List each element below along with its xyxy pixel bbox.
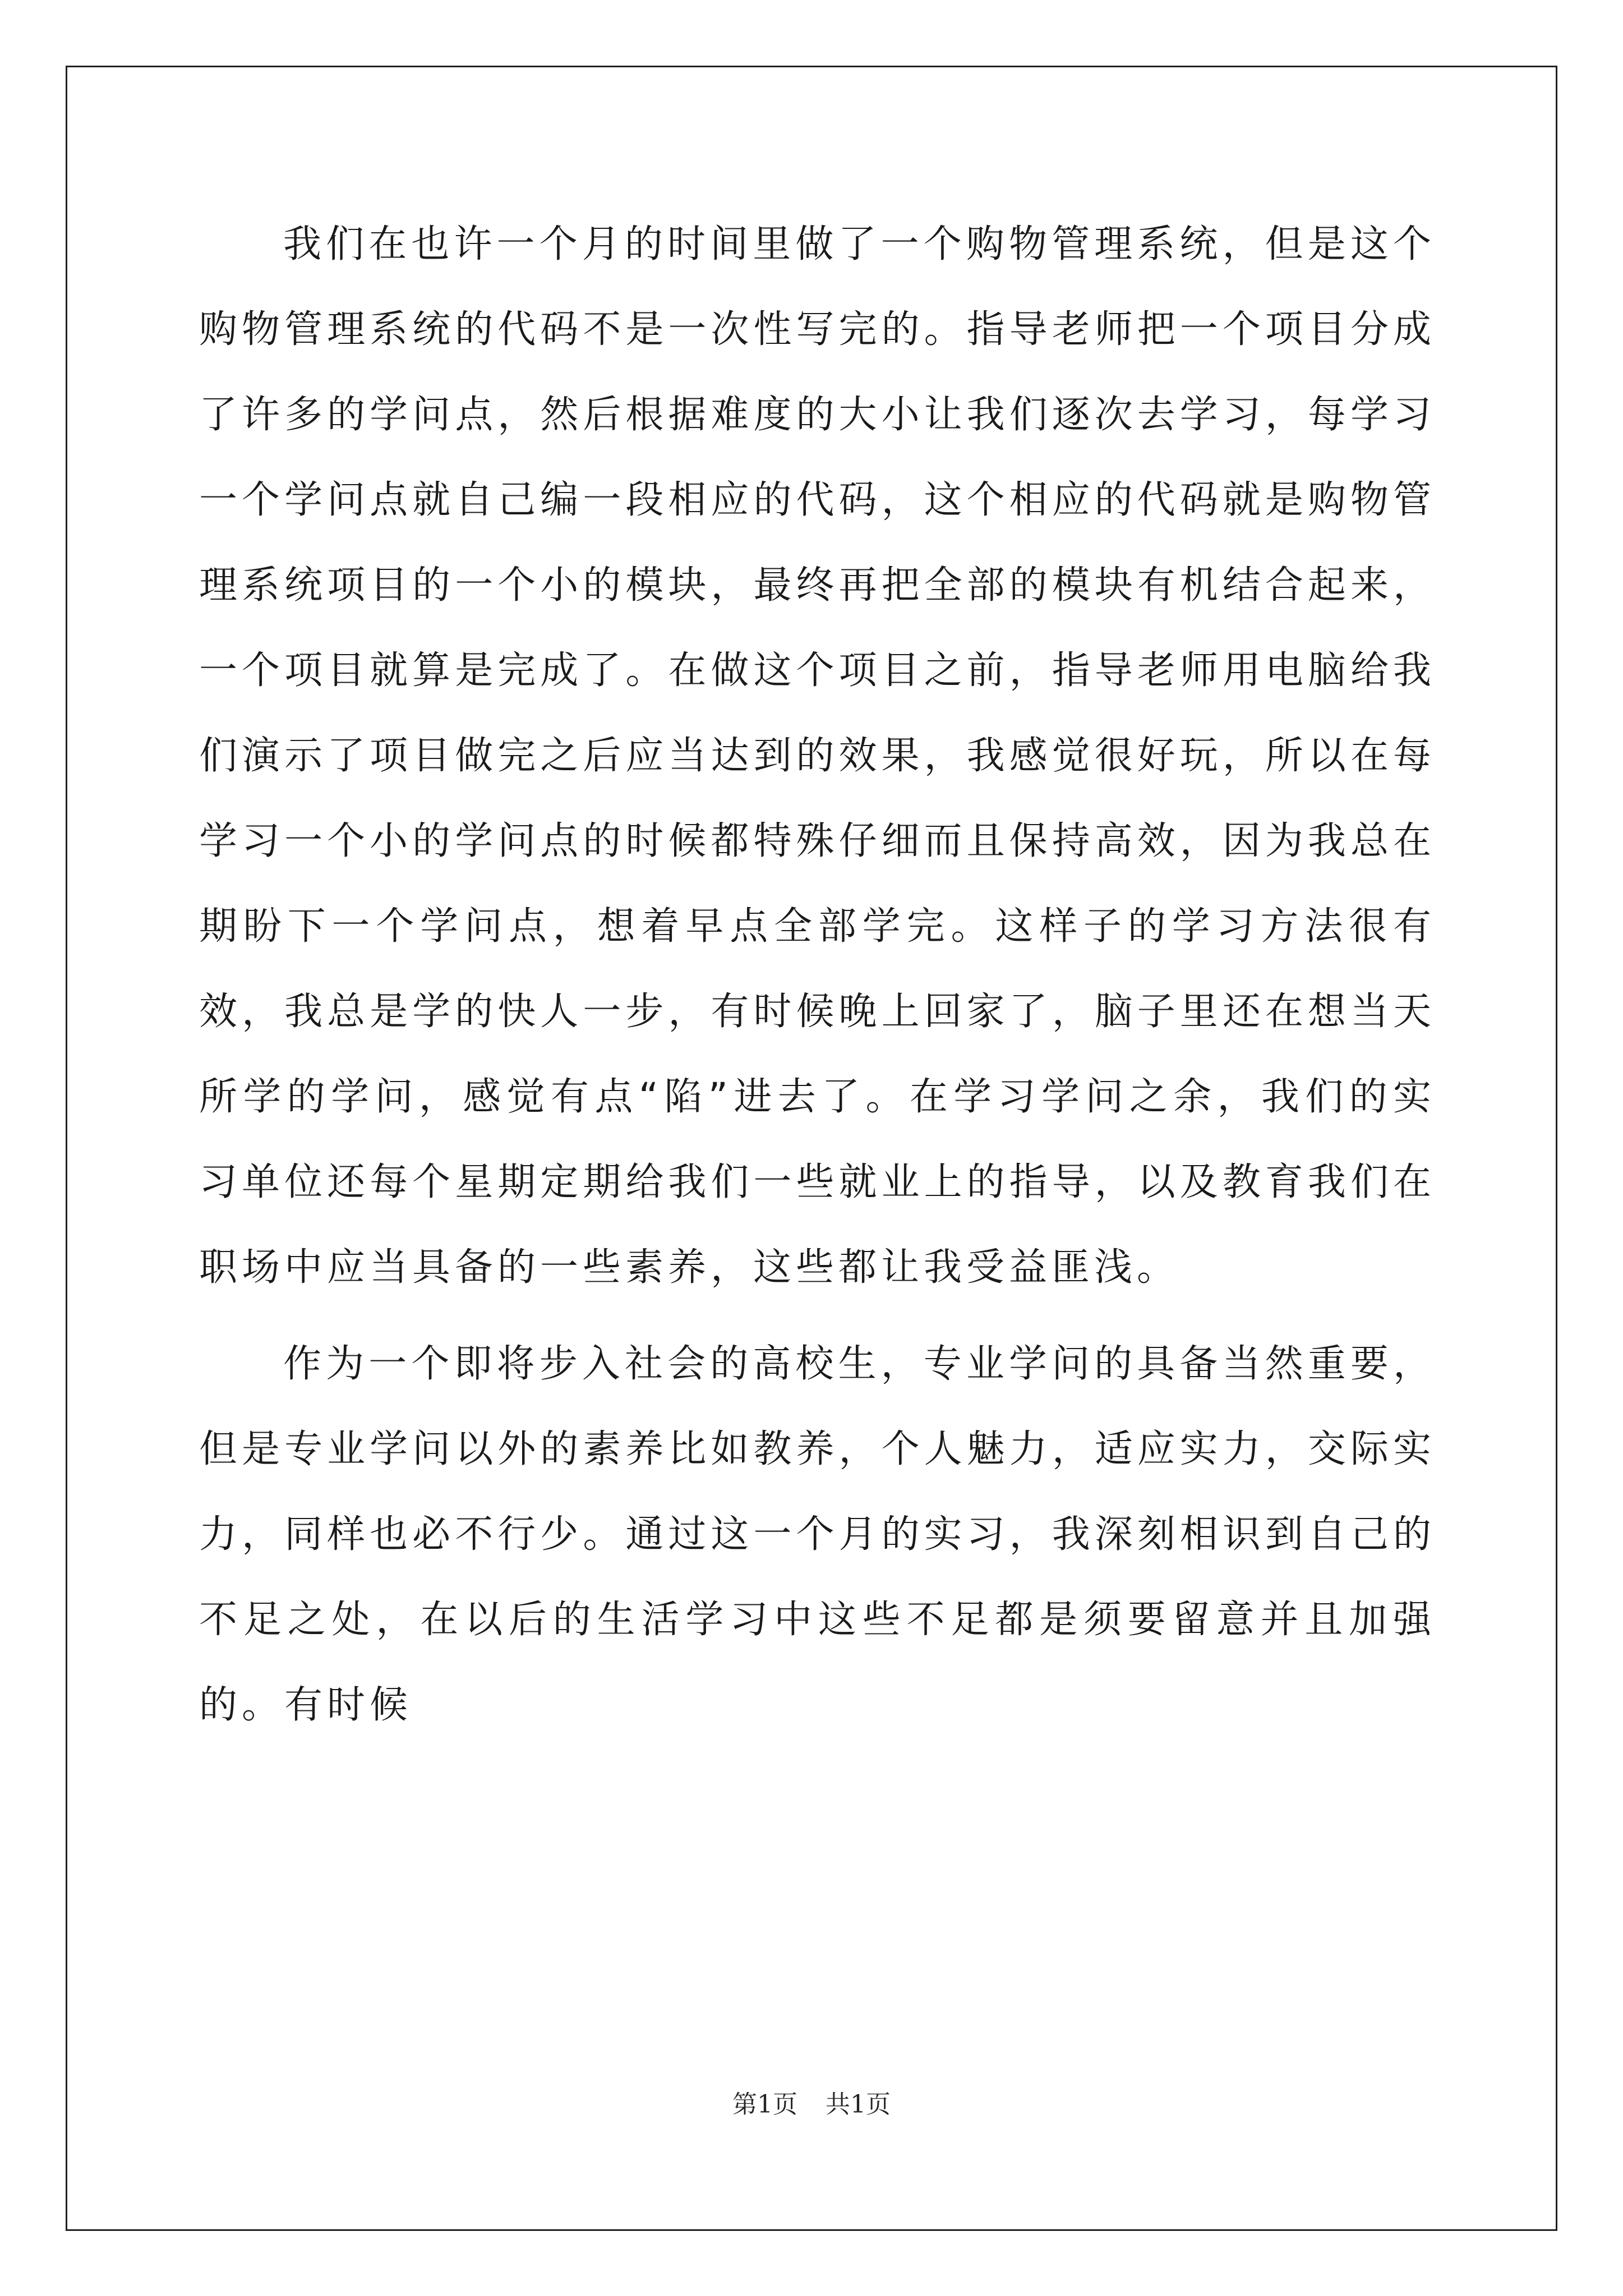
document-body [199,202,1436,1759]
page-footer [0,2084,1623,2120]
paragraph-2: 作为一个即将步入社会的高校生，专业学问的具备当然重要，但是专业学问以外的素养比如教养，个人魅力，适应实力，交际实力，同样也必不行少。通过这一个月的实习，我深刻相识到自己的不足之处，在以后的生活学习中这些不足都是须要留意并且加强的。有时候 [199,1342,1436,1727]
paragraph-1: 我们在也许一个月的时间里做了一个购物管理系统，但是这个购物管理系统的代码不是一次性写完的。指导老师把一个项目分成了许多的学问点，然后根据难度的大小让我们逐次去学习，每学习一个学问点就自己编一段相应的代码，这个相应的代码就是购物管理系统项目的一个小的模块，最终再把全部的模块有机结合起来，一个项目就算是完成了。在做这个项目之前，指导老师用电脑给我们演示了项目做完之后应当达到的效果，我感觉很好玩，所以在每学习一个小的学问点的时候都特殊仔细而且保持高效，因为我总在期盼下一个学问点，想着早点全部学完。这样子的学习方法很有效，我总是学的快人一步，有时候晚上回家了，脑子里还在想当天所学的学问，感觉有点“陷”进去了。在学习学问之余，我们的实习单位还每个星期定期给我们一些就业上的指导，以及教育我们在职场中应当具备的一些素养，这些都让我受益匪浅。 [199,222,1436,1290]
page-number: 第1页 [732,2090,797,2119]
page-total: 共1页 [826,2090,891,2119]
